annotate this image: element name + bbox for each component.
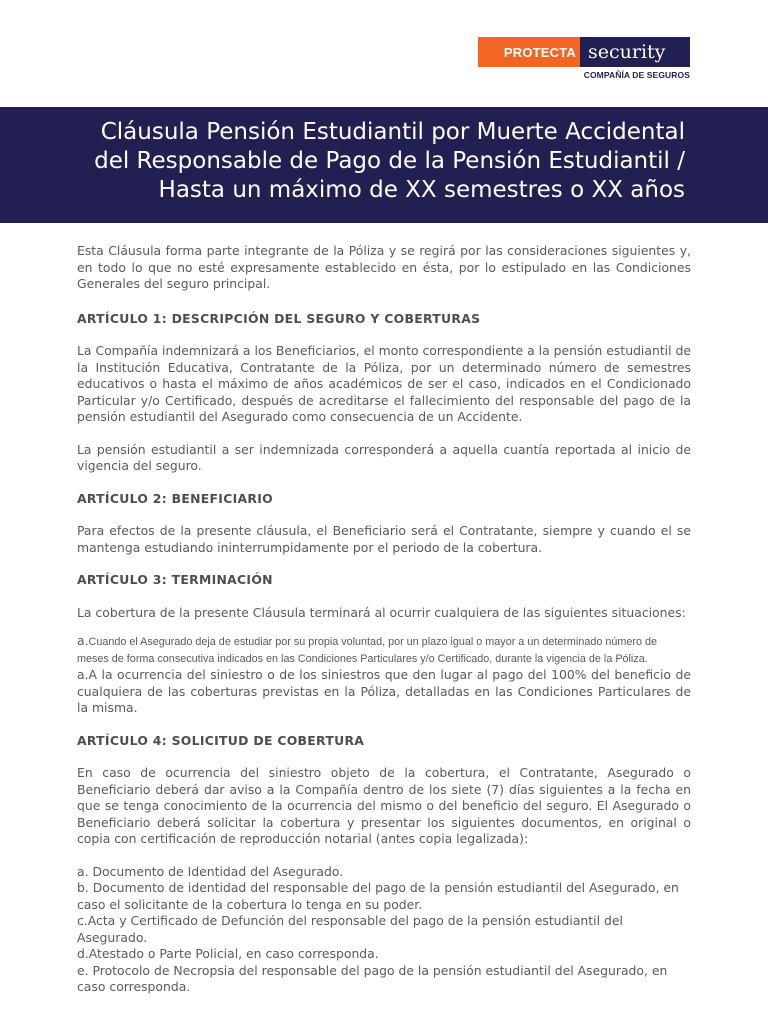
list-item: b. Documento de identidad del responsable del pago de la pensión estudiantil del Asegurado, en caso el solicitante de la cobertura lo tenga en su poder.	[77, 880, 679, 912]
company-logo	[478, 37, 690, 81]
article-4-paragraph-1: En caso de ocurrencia del siniestro objeto de la cobertura, el Contratante, Asegurado o Beneficiario deberá dar aviso a la Compañía dentro de los siete (7) días siguientes a la fecha en que se tenga conocimiento de la ocurrencia del mismo o del beneficio del seguro. El Asegurado o Beneficiario deberá solicitar la cobertura y presentar los siguientes documentos, en original o copia con certificación de reproducción notarial (antes copia legalizada):	[77, 765, 691, 846]
article-4-document-list	[77, 864, 691, 996]
article-1-paragraph-2: La pensión estudiantil a ser indemnizada corresponderá a aquella cuantía reportada al inicio de vigencia del seguro.	[77, 441, 691, 473]
article-4-heading: ARTÍCULO 4: SOLICITUD DE COBERTURA	[77, 732, 365, 748]
list-item: c.Acta y Certificado de Defunción del responsable del pago de la pensión estudiantil del Asegurado.	[77, 913, 623, 945]
article-3-item-1-marker: a.	[77, 633, 89, 648]
document-body	[77, 243, 691, 996]
article-2-heading: ARTÍCULO 2: BENEFICIARIO	[77, 490, 273, 506]
article-1-heading: ARTÍCULO 1: DESCRIPCIÓN DEL SEGURO Y COBERTURAS	[77, 310, 481, 326]
title-banner	[0, 107, 768, 223]
document-title: Cláusula Pensión Estudiantil por Muerte Accidental del Responsable de Pago de la Pensión Estudiantil / Hasta un máximo de XX semestres o XX años	[94, 119, 685, 203]
list-item: e. Protocolo de Necropsia del responsable del pago de la pensión estudiantil del Asegurado, en caso corresponda.	[77, 962, 668, 994]
article-3-item-1-text: Cuando el Asegurado deja de estudiar por su propia voluntad, por un plazo igual o mayor a un determinado número de meses de forma consecutiva indicados en las Condiciones Particulares y/o Certificado, durante la vigencia de la Póliza.	[77, 636, 657, 665]
article-3-heading: ARTÍCULO 3: TERMINACIÓN	[77, 572, 273, 587]
article-3-item-2: a.A la ocurrencia del siniestro o de los siniestros que den lugar al pago del 100% del beneficio de cualquiera de las coberturas previstas en la Póliza, detalladas en las Condiciones Particulares de la misma.	[77, 667, 691, 715]
list-item: a. Documento de Identidad del Asegurado.	[77, 863, 344, 879]
logo-protecta-text: PROTECTA	[478, 37, 580, 67]
list-item: d.Atestado o Parte Policial, en caso corresponda.	[77, 946, 379, 961]
logo-subtitle: COMPAÑÍA DE SEGUROS	[583, 70, 690, 80]
article-3-paragraph-1: La cobertura de la presente Cláusula terminará al ocurrir cualquiera de las siguientes situaciones:	[77, 604, 686, 620]
intro-paragraph: Esta Cláusula forma parte integrante de la Póliza y se regirá por las consideraciones siguientes y, en todo lo que no esté expresamente establecido en ésta, por lo estipulado en las Condiciones Generales del seguro principal.	[77, 243, 691, 291]
article-3-item-1	[77, 633, 691, 667]
logo-row	[478, 37, 690, 67]
article-1-paragraph-1: La Compañía indemnizará a los Beneficiarios, el monto correspondiente a la pensión estudiantil de la Institución Educativa, Contratante de la Póliza, por un determinado número de semestres educativos o hasta el máximo de años académicos de ser el caso, indicados en el Condicionado Particular y/o Certificado, después de acreditarse el fallecimiento del responsable del pago de la pensión estudiantil del Asegurado como consecuencia de un Accidente.	[77, 343, 691, 424]
article-2-paragraph-1: Para efectos de la presente cláusula, el Beneficiario será el Contratante, siempre y cuando el se mantenga estudiando ininterrumpidamente por el periodo de la cobertura.	[77, 523, 691, 555]
logo-security-text: security	[580, 37, 690, 67]
